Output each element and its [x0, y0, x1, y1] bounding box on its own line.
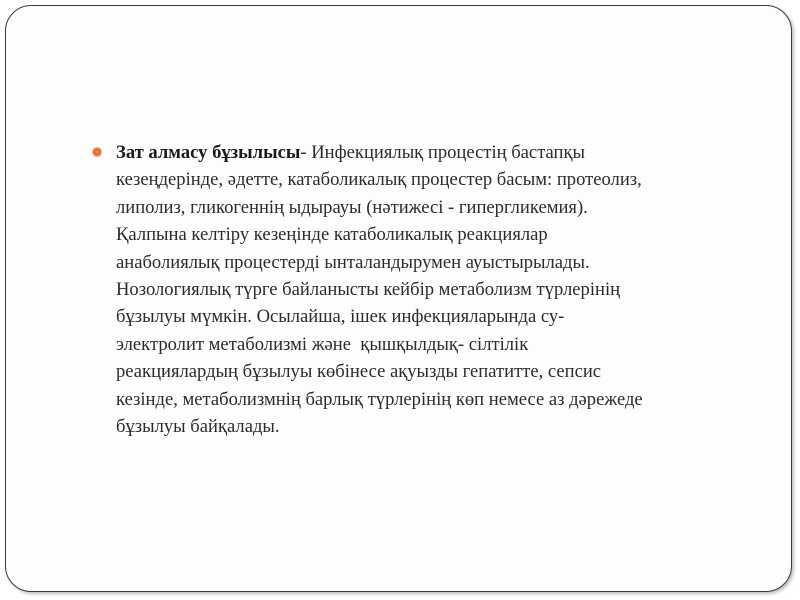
paragraph-line: электролит метаболизмі және қышқылдық- сілтілік	[116, 333, 529, 355]
paragraph-line: анаболиялық процестерді ынталандырумен ауыстырылады.	[116, 251, 590, 273]
slide-frame	[5, 5, 792, 592]
paragraph-line: липолиз, гликогеннің ыдырауы (нәтижесі - гипергликемия).	[116, 196, 588, 218]
paragraph-line: Нозологиялық түрге байланысты кейбір метаболизм түрлерінің	[116, 279, 621, 301]
paragraph-line: кезеңдерінде, әдетте, катаболикалық процестер басым: протеолиз,	[116, 169, 642, 191]
bullet-lead-term: Зат алмасу бұзылысы	[116, 142, 301, 163]
paragraph-line: кезінде, метаболизмнің барлық түрлерінің көп немесе аз дәрежеде	[116, 388, 643, 410]
sun-circle-bullet-icon	[91, 146, 103, 158]
paragraph-line: бұзылуы мүмкін. Осылайша, ішек инфекцияларында су-	[116, 306, 565, 328]
paragraph-line: Инфекциялық процестің бастапқы	[311, 142, 586, 163]
paragraph-line: реакциялардың бұзылуы көбінесе ақуызды гепатитте, сепсис	[116, 361, 602, 383]
paragraph-line: бұзылуы байқалады.	[116, 416, 280, 438]
bullet-item	[86, 139, 758, 440]
paragraph-line: Қалпына келтіру кезеңінде катаболикалық реакциялар	[116, 224, 548, 246]
lead-separator: -	[300, 142, 312, 163]
bullet-paragraph	[116, 139, 758, 440]
